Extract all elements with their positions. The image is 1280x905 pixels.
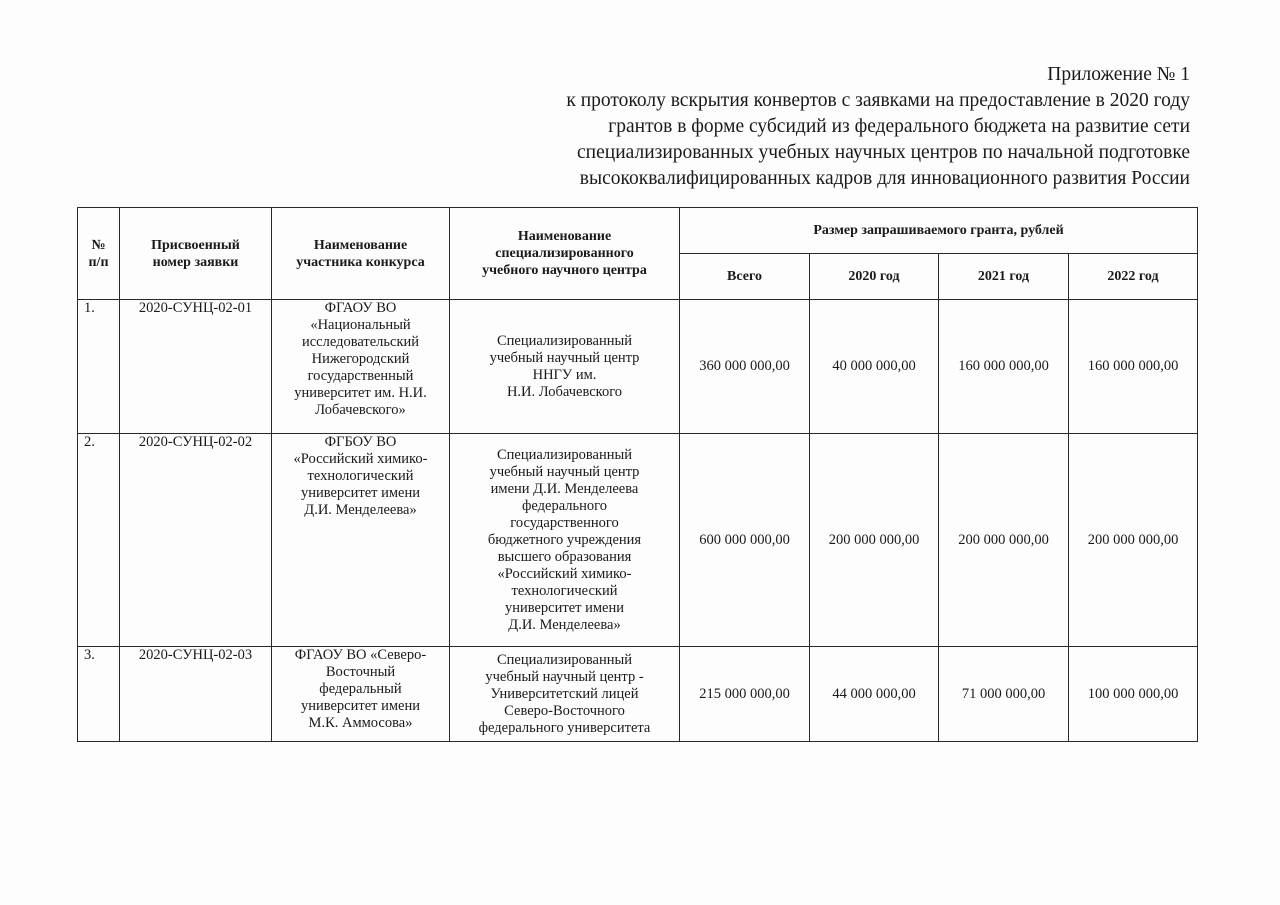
header-num: № п/п <box>78 208 120 300</box>
header-2021: 2021 год <box>939 254 1069 300</box>
row-total: 215 000 000,00 <box>680 647 810 742</box>
row-code: 2020-СУНЦ-02-02 <box>120 434 272 647</box>
header-grant: Размер запрашиваемого гранта, рублей <box>680 208 1198 254</box>
table-row <box>78 647 1198 742</box>
row-2022: 200 000 000,00 <box>1069 434 1198 647</box>
table-row <box>78 300 1198 434</box>
header-2020: 2020 год <box>810 254 939 300</box>
row-total: 360 000 000,00 <box>680 300 810 434</box>
row-center: Специализированный учебный научный центр - Университетский лицей Северо-Восточного федерального университета <box>450 647 680 742</box>
row-2020: 40 000 000,00 <box>810 300 939 434</box>
header-code: Присвоенный номер заявки <box>120 208 272 300</box>
header-center: Наименование специализированного учебного научного центра <box>450 208 680 300</box>
appendix-caption-line-1: к протоколу вскрытия конвертов с заявками на предоставление в 2020 году <box>566 90 1190 111</box>
row-2021: 200 000 000,00 <box>939 434 1069 647</box>
row-2020: 44 000 000,00 <box>810 647 939 742</box>
row-2022: 160 000 000,00 <box>1069 300 1198 434</box>
table-row <box>78 434 1198 647</box>
row-2021: 71 000 000,00 <box>939 647 1069 742</box>
header-total: Всего <box>680 254 810 300</box>
appendix-caption-line-4: высококвалифицированных кадров для инновационного развития России <box>579 168 1190 189</box>
appendix-caption-line-2: грантов в форме субсидий из федерального бюджета на развитие сети <box>608 116 1190 137</box>
row-num: 1. <box>78 300 120 434</box>
row-participant: ФГАОУ ВО «Национальный исследовательский Нижегородский государственный университет им. Н.И. Лобачевского» <box>272 300 450 434</box>
grants-table <box>77 207 1198 742</box>
row-code: 2020-СУНЦ-02-03 <box>120 647 272 742</box>
row-center: Специализированный учебный научный центр ННГУ им. Н.И. Лобачевского <box>450 300 680 434</box>
row-total: 600 000 000,00 <box>680 434 810 647</box>
appendix-number: Приложение № 1 <box>1047 64 1190 85</box>
header-participant: Наименование участника конкурса <box>272 208 450 300</box>
row-2022: 100 000 000,00 <box>1069 647 1198 742</box>
row-2020: 200 000 000,00 <box>810 434 939 647</box>
row-num: 3. <box>78 647 120 742</box>
row-participant: ФГБОУ ВО «Российский химико- технологический университет имени Д.И. Менделеева» <box>272 434 450 647</box>
row-code: 2020-СУНЦ-02-01 <box>120 300 272 434</box>
appendix-header <box>430 62 1190 192</box>
row-num: 2. <box>78 434 120 647</box>
row-center: Специализированный учебный научный центр имени Д.И. Менделеева федерального государственного бюджетного учреждения высшего образования «Российский химико- технологический университет имени Д.И. Менделеева» <box>450 434 680 647</box>
row-2021: 160 000 000,00 <box>939 300 1069 434</box>
table-header-row <box>78 208 1198 254</box>
appendix-caption-line-3: специализированных учебных научных центров по начальной подготовке <box>577 142 1190 163</box>
header-2022: 2022 год <box>1069 254 1198 300</box>
row-participant: ФГАОУ ВО «Северо- Восточный федеральный университет имени М.К. Аммосова» <box>272 647 450 742</box>
